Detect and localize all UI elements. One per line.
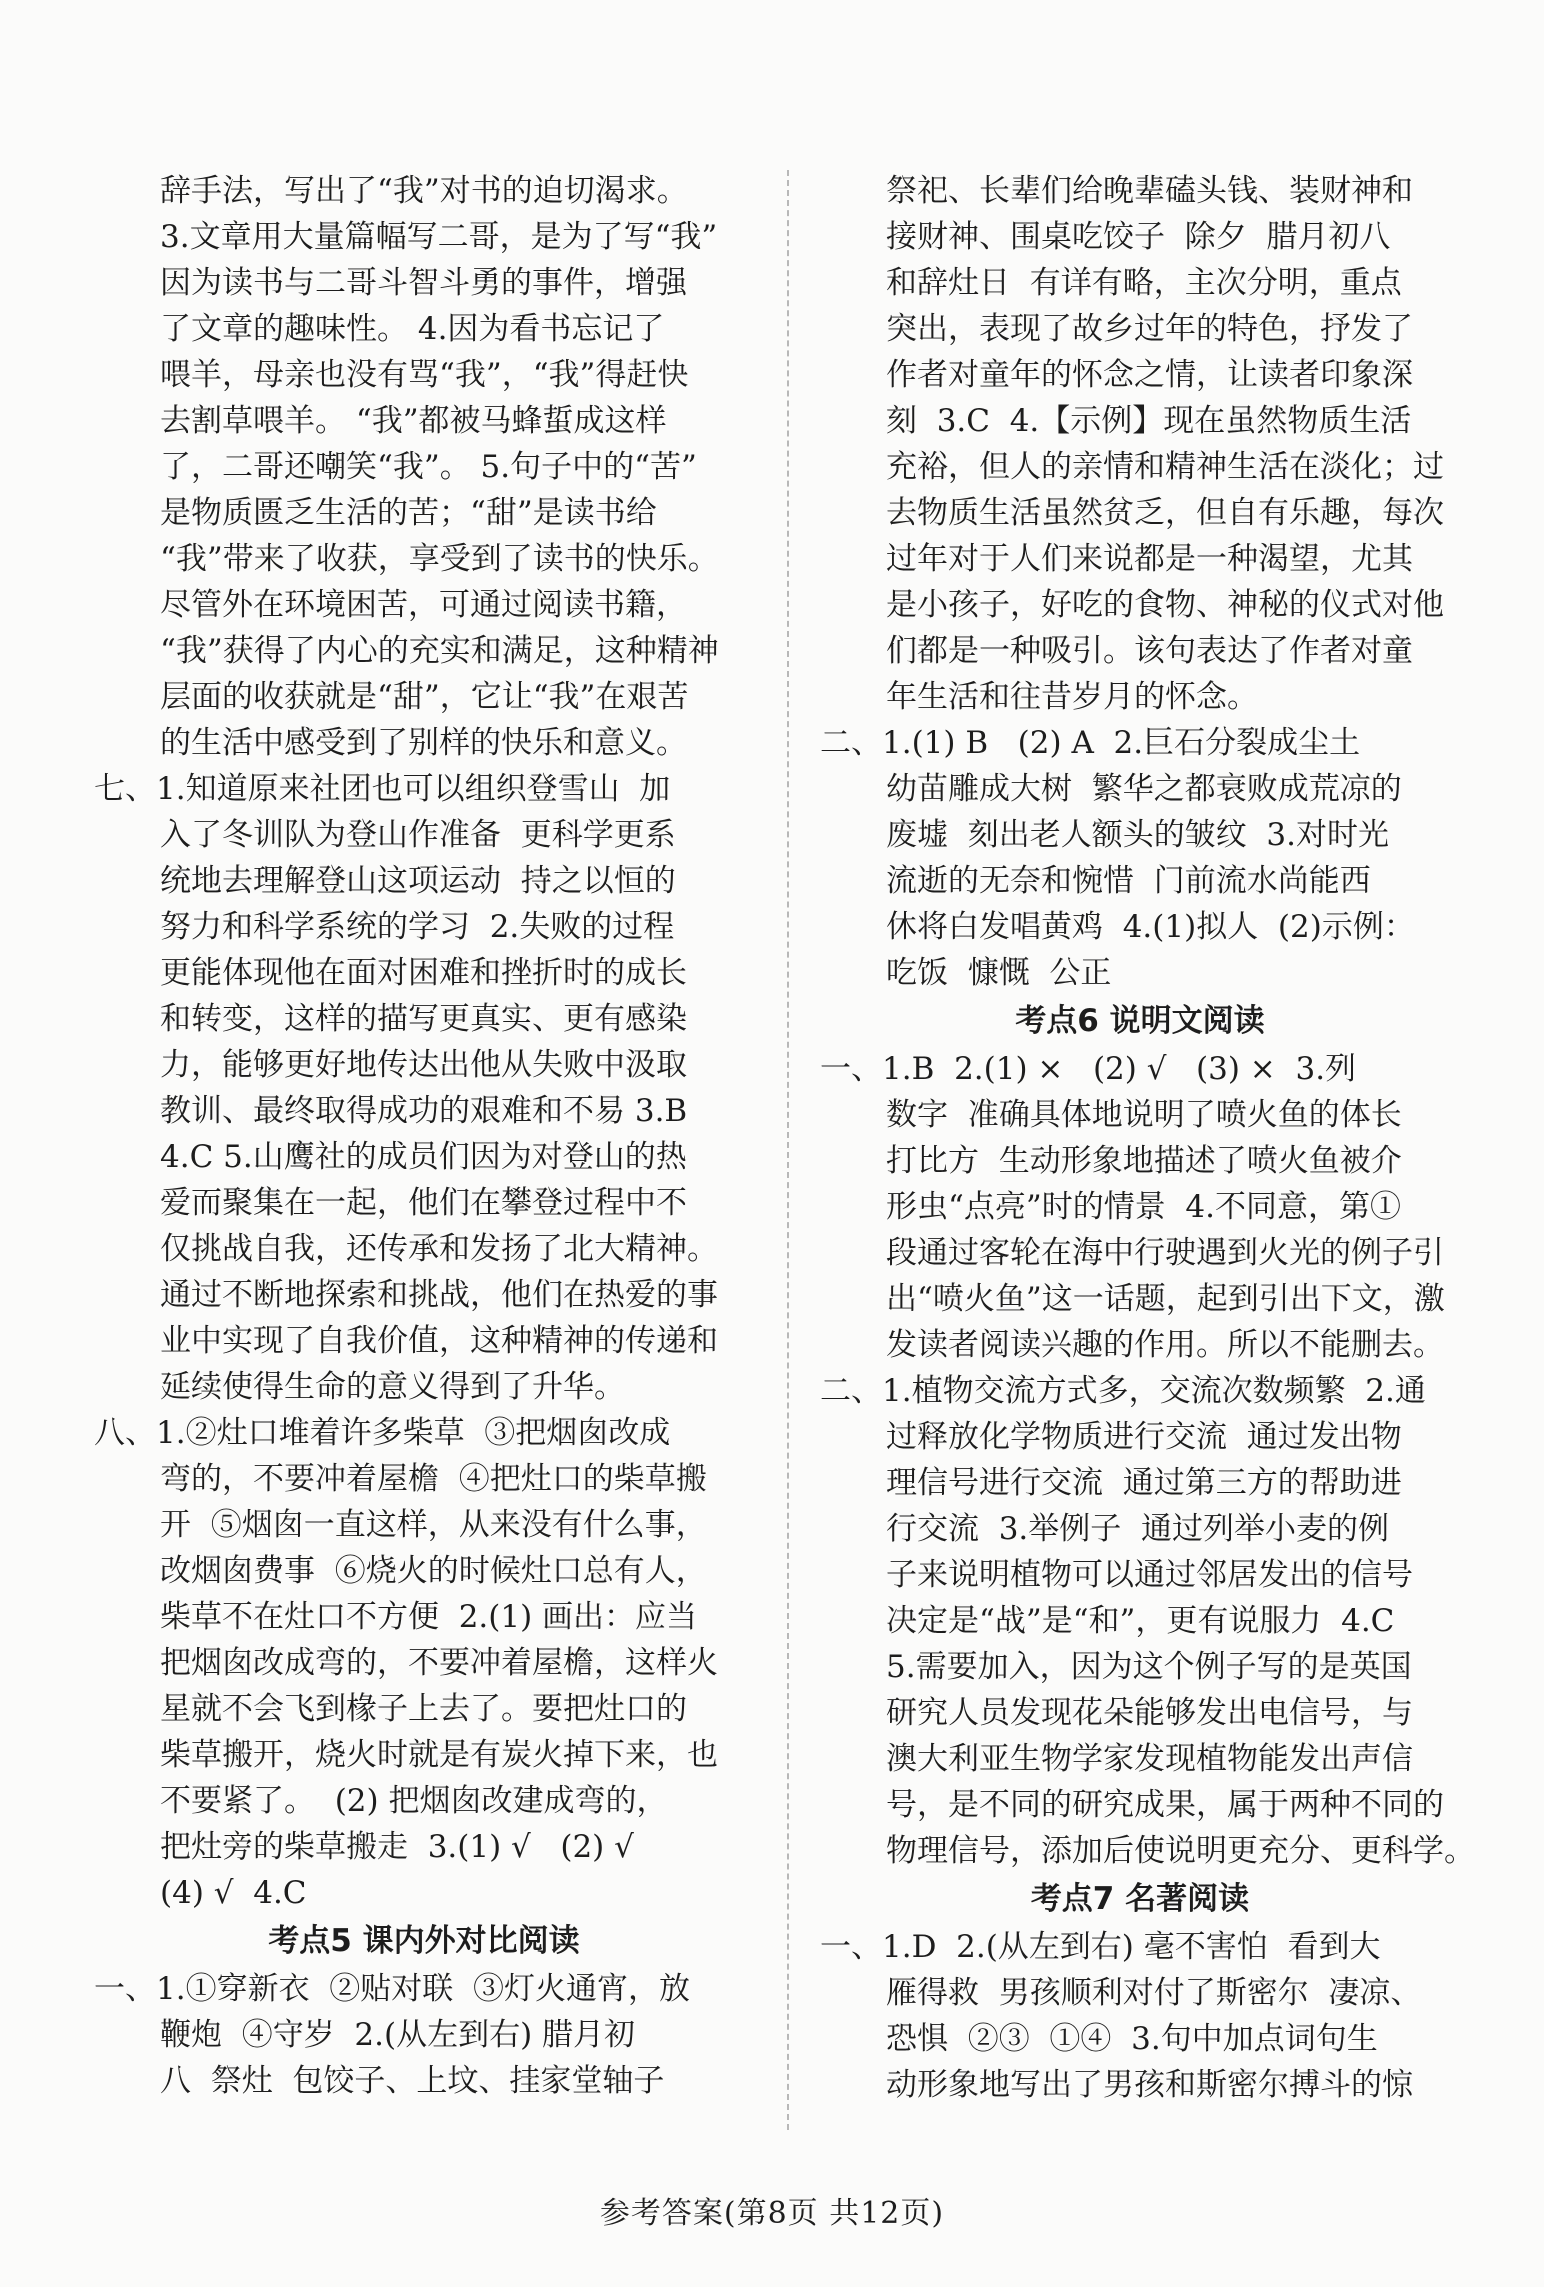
left-text-line: “我”获得了内心的充实和满足，这种精神 — [160, 633, 719, 669]
left-text-line: 仅挑战自我，还传承和发扬了北大精神。 — [160, 1231, 718, 1267]
right-text-line: 澳大利亚生物学家发现植物能发出声信 — [886, 1741, 1413, 1777]
left-text-line: 教训、最终取得成功的艰难和不易 3.B — [160, 1093, 688, 1129]
left-text-line: 尽管外在环境困苦，可通过阅读书籍， — [160, 587, 687, 623]
left-text-line: 层面的收获就是“甜”，它让“我”在艰苦 — [160, 679, 689, 715]
right-text-line: 行交流 3.举例子 通过列举小麦的例 — [886, 1511, 1389, 1547]
left-text-line: 和转变，这样的描写更真实、更有感染 — [160, 1001, 687, 1037]
left-text-line: 通过不断地探索和挑战，他们在热爱的事 — [160, 1277, 718, 1313]
right-text-line: 突出，表现了故乡过年的特色，抒发了 — [886, 311, 1413, 347]
right-text-line: 出“喷火鱼”这一话题，起到引出下文，激 — [886, 1281, 1445, 1317]
left-text-line: 延续使得生命的意义得到了升华。 — [160, 1369, 625, 1405]
right-text-line: 恐惧 ②③ ①④ 3.句中加点词句生 — [886, 2021, 1378, 2057]
right-text-line: 刻 3.C 4.【示例】现在虽然物质生活 — [886, 403, 1412, 439]
left-text-line: 八 祭灶 包饺子、上坟、挂家堂轴子 — [160, 2063, 665, 2099]
right-text-line: 吃饭 慷慨 公正 — [886, 955, 1112, 991]
right-text-line: 5.需要加入，因为这个例子写的是英国 — [886, 1649, 1412, 1685]
left-text-line: 业中实现了自我价值，这种精神的传递和 — [160, 1323, 718, 1359]
left-text-line: 的生活中感受到了别样的快乐和意义。 — [160, 725, 687, 761]
left-text-line: 辞手法，写出了“我”对书的迫切渴求。 — [160, 173, 688, 209]
left-text-line: 4.C 5.山鹰社的成员们因为对登山的热 — [160, 1139, 687, 1175]
right-text-line: 形虫“点亮”时的情景 4.不同意，第① — [886, 1189, 1401, 1225]
left-text-line: 开 ⑤烟囱一直这样，从来没有什么事， — [160, 1507, 707, 1543]
right-text-line: 数字 准确具体地说明了喷火鱼的体长 — [886, 1097, 1402, 1133]
right-text-line: 充裕，但人的亲情和精神生活在淡化；过 — [886, 449, 1444, 485]
right-text-line: 去物质生活虽然贫乏，但自有乐趣，每次 — [886, 495, 1444, 531]
right-section-heading: 考点7 名著阅读 — [1030, 1881, 1250, 1917]
left-text-line: 把灶旁的柴草搬走 3.(1) √ (2) √ — [160, 1829, 634, 1865]
left-text-line: (4) √ 4.C — [160, 1875, 307, 1911]
left-text-line: 把烟囱改成弯的，不要冲着屋檐，这样火 — [160, 1645, 718, 1681]
right-text-line: 祭祀、长辈们给晚辈磕头钱、装财神和 — [886, 173, 1413, 209]
right-text-line: 动形象地写出了男孩和斯密尔搏斗的惊 — [886, 2067, 1413, 2103]
column-divider — [787, 170, 789, 2130]
right-text-line: 号，是不同的研究成果，属于两种不同的 — [886, 1787, 1444, 1823]
right-text-line: 接财神、围桌吃饺子 除夕 腊月初八 — [886, 219, 1391, 255]
right-text-line: 决定是“战”是“和”，更有说服力 4.C — [886, 1603, 1395, 1639]
right-text-line: 研究人员发现花朵能够发出电信号，与 — [886, 1695, 1413, 1731]
left-text-line: 柴草不在灶口不方便 2.(1) 画出：应当 — [160, 1599, 698, 1635]
left-section-heading: 考点5 课内外对比阅读 — [268, 1923, 580, 1959]
left-text-line: 不要紧了。 (2) 把烟囱改建成弯的， — [160, 1783, 668, 1819]
left-text-line: 弯的，不要冲着屋檐 ④把灶口的柴草搬 — [160, 1461, 707, 1497]
left-text-line: 星就不会飞到椽子上去了。要把灶口的 — [160, 1691, 687, 1727]
right-text-line: 过年对于人们来说都是一种渴望，尤其 — [886, 541, 1413, 577]
right-text-line: 理信号进行交流 通过第三方的帮助进 — [886, 1465, 1402, 1501]
right-text-line: 一、1.D 2.(从左到右) 毫不害怕 看到大 — [820, 1929, 1381, 1965]
right-text-line: 打比方 生动形象地描述了喷火鱼被介 — [886, 1143, 1402, 1179]
left-text-line: 统地去理解登山这项运动 持之以恒的 — [160, 863, 676, 899]
left-text-line: 八、1.②灶口堆着许多柴草 ③把烟囱改成 — [94, 1415, 671, 1451]
left-text-line: 因为读书与二哥斗智斗勇的事件，增强 — [160, 265, 687, 301]
right-text-line: 二、1.植物交流方式多，交流次数频繁 2.通 — [820, 1373, 1426, 1409]
left-text-line: 3.文章用大量篇幅写二哥，是为了写“我” — [160, 219, 718, 255]
left-text-line: 去割草喂羊。 “我”都被马蜂蜇成这样 — [160, 403, 667, 439]
right-text-line: 物理信号，添加后使说明更充分、更科学。 — [886, 1833, 1475, 1869]
right-text-line: 流逝的无奈和惋惜 门前流水尚能西 — [886, 863, 1371, 899]
left-text-line: 了，二哥还嘲笑“我”。 5.句子中的“苦” — [160, 449, 697, 485]
right-text-line: 们都是一种吸引。该句表达了作者对童 — [886, 633, 1413, 669]
right-text-line: 年生活和往昔岁月的怀念。 — [886, 679, 1258, 715]
left-text-line: 了文章的趣味性。 4.因为看书忘记了 — [160, 311, 665, 347]
left-text-line: 改烟囱费事 ⑥烧火的时候灶口总有人， — [160, 1553, 707, 1589]
left-text-line: 鞭炮 ④守岁 2.(从左到右) 腊月初 — [160, 2017, 636, 2053]
right-text-line: 和辞灶日 有详有略，主次分明，重点 — [886, 265, 1402, 301]
right-text-line: 段通过客轮在海中行驶遇到火光的例子引 — [886, 1235, 1444, 1271]
left-text-line: 力，能够更好地传达出他从失败中汲取 — [160, 1047, 687, 1083]
right-text-line: 废墟 刻出老人额头的皱纹 3.对时光 — [886, 817, 1389, 853]
left-text-line: 一、1.①穿新衣 ②贴对联 ③灯火通宵，放 — [94, 1971, 690, 2007]
left-text-line: “我”带来了收获，享受到了读书的快乐。 — [160, 541, 719, 577]
left-column — [94, 168, 754, 2104]
left-text-line: 是物质匮乏生活的苦；“甜”是读书给 — [160, 495, 657, 531]
right-section-heading: 考点6 说明文阅读 — [1015, 1003, 1265, 1039]
right-text-line: 一、1.B 2.(1) × (2) √ (3) × 3.列 — [820, 1051, 1357, 1087]
left-text-line: 爱而聚集在一起，他们在攀登过程中不 — [160, 1185, 687, 1221]
left-text-line: 更能体现他在面对困难和挫折时的成长 — [160, 955, 687, 991]
right-text-line: 是小孩子，好吃的食物、神秘的仪式对他 — [886, 587, 1444, 623]
left-text-line: 努力和科学系统的学习 2.失败的过程 — [160, 909, 675, 945]
right-text-line: 发读者阅读兴趣的作用。所以不能删去。 — [886, 1327, 1444, 1363]
page-footer: 参考答案(第8页 共12页) — [599, 2196, 945, 2231]
left-text-line: 喂羊，母亲也没有骂“我”，“我”得赶快 — [160, 357, 689, 393]
right-text-line: 过释放化学物质进行交流 通过发出物 — [886, 1419, 1402, 1455]
right-text-line: 幼苗雕成大树 繁华之都衰败成荒凉的 — [886, 771, 1402, 807]
right-text-line: 二、1.(1) B (2) A 2.巨石分裂成尘土 — [820, 725, 1361, 761]
right-text-line: 子来说明植物可以通过邻居发出的信号 — [886, 1557, 1413, 1593]
right-text-line: 雁得救 男孩顺利对付了斯密尔 凄凉、 — [886, 1975, 1422, 2011]
right-column — [820, 168, 1475, 2108]
left-text-line: 入了冬训队为登山作准备 更科学更系 — [160, 817, 676, 853]
left-text-line: 柴草搬开，烧火时就是有炭火掉下来，也 — [160, 1737, 718, 1773]
left-text-line: 七、1.知道原来社团也可以组织登雪山 加 — [94, 771, 671, 807]
right-text-line: 休将白发唱黄鸡 4.(1)拟人 (2)示例： — [886, 909, 1415, 945]
right-text-line: 作者对童年的怀念之情，让读者印象深 — [886, 357, 1413, 393]
